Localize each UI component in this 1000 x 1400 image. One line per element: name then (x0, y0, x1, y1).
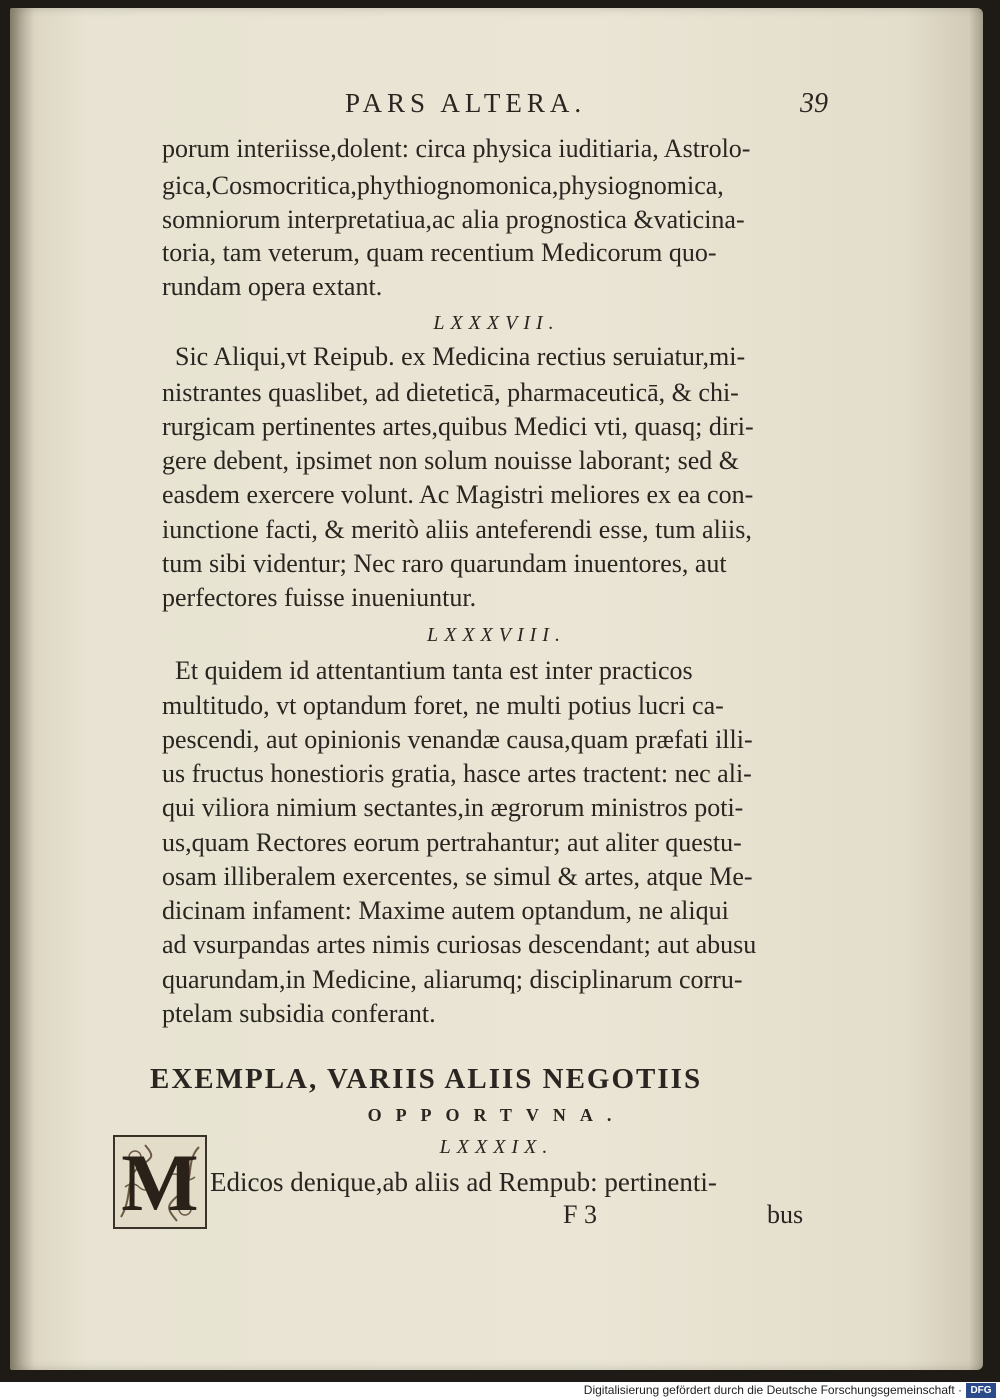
section-heading: EXEMPLA, VARIIS ALIIS NEGOTIIS (150, 1063, 703, 1095)
text-line: quarundam,in Medicine, aliarumq; disciplinarum corru- (162, 965, 743, 994)
text-line: rurgicam pertinentes artes,quibus Medici vti, quasq; diri- (162, 412, 754, 441)
gutter-shadow (10, 8, 34, 1370)
text-line: qui viliora nimium sectantes,in ægrorum ministros poti- (162, 793, 744, 822)
section-subheading: OPPORTVNA. (367, 1105, 626, 1125)
page-number: 39 (800, 88, 828, 119)
catchword: bus (767, 1200, 804, 1229)
text-line: osam illiberalem exercentes, se simul & artes, atque Me- (162, 862, 753, 891)
text-line: nistrantes quaslibet, ad dieteticā, pharmaceuticā, & chi- (162, 378, 739, 407)
footer-bar (0, 1382, 1000, 1400)
text-line: dicinam infament: Maxime autem optandum, ne aliqui (162, 896, 729, 925)
section-numeral: LXXXVII. (433, 312, 560, 334)
text-line: ad vsurpandas artes nimis curiosas descendant; aut abusu (162, 930, 757, 959)
text-line: iunctione facti, & meritò aliis anteferendi esse, tum aliis, (162, 515, 752, 544)
text-line: pescendi, aut opinionis venandæ causa,quam præfati illi- (162, 725, 753, 754)
text-line: porum interiisse,dolent: circa physica iuditiaria, Astrolo- (162, 134, 751, 163)
text-line: toria, tam veterum, quam recentium Medicorum quo- (162, 238, 717, 267)
text-line: tum sibi videntur; Nec raro quarundam inuentores, aut (162, 549, 727, 578)
page-edge-shadow (969, 8, 983, 1370)
text-line: Et quidem id attentantium tanta est inter practicos (175, 656, 693, 685)
section-numeral: LXXXVIII. (427, 624, 566, 646)
running-head: PARS ALTERA. (345, 88, 587, 118)
text-line: somniorum interpretatiua,ac alia prognostica &vaticina- (162, 205, 745, 234)
text-line: easdem exercere volunt. Ac Magistri meliores ex ea con- (162, 480, 754, 509)
drop-cap-letter: M (121, 1137, 199, 1228)
section-numeral: LXXXIX. (439, 1136, 554, 1158)
text-line: Sic Aliqui,vt Reipub. ex Medicina rectius seruiatur,mi- (175, 342, 746, 371)
text-line: rundam opera extant. (162, 272, 383, 301)
dfg-logo: DFG (966, 1383, 996, 1398)
text-line: gica,Cosmocritica,phythiognomonica,physiognomica, (162, 171, 724, 200)
text-line: us,quam Rectores eorum pertrahantur; aut aliter questu- (162, 828, 742, 857)
text-line: ptelam subsidia conferant. (162, 999, 436, 1028)
footer-credit: Digitalisierung gefördert durch die Deutsche Forschungsgemeinschaft · (583, 1383, 962, 1397)
text-line: Edicos denique,ab aliis ad Rempub: pertinenti- (210, 1167, 717, 1197)
text-line: gere debent, ipsimet non solum nouisse laborant; sed & (162, 446, 739, 475)
decorated-initial (113, 1135, 207, 1229)
book-page (10, 8, 983, 1370)
text-line: perfectores fuisse inueniuntur. (162, 583, 477, 612)
text-line: us fructus honestioris gratia, hasce artes tractent: nec ali- (162, 759, 752, 788)
signature-mark: F 3 (563, 1200, 597, 1229)
text-line: multitudo, vt optandum foret, ne multi potius lucri ca- (162, 691, 724, 720)
